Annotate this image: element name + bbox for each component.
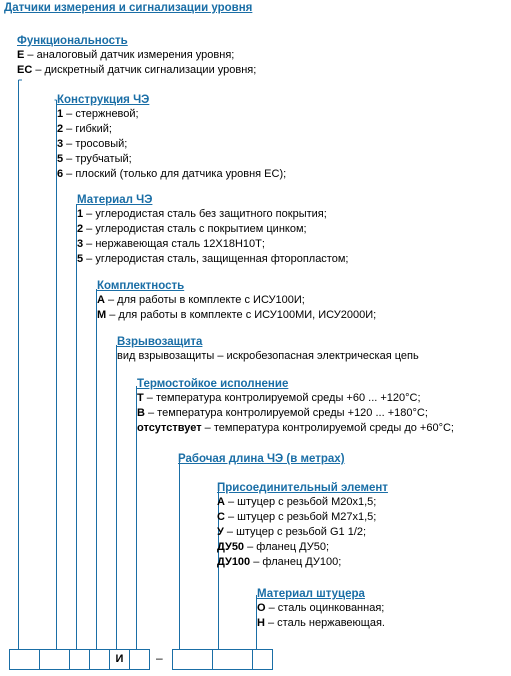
connector-2	[55, 100, 57, 650]
option-line: ЕС – дискретный датчик сигнализации уровня;	[17, 64, 257, 76]
code-box-material	[69, 649, 90, 670]
section-material	[77, 193, 348, 267]
option-line: 3 – тросовый;	[57, 138, 128, 150]
option-line: ДУ100 – фланец ДУ100;	[217, 556, 342, 568]
section-heading: Термостойкое исполнение	[137, 378, 289, 390]
section-heading: Присоединительный элемент	[217, 482, 388, 494]
section-construction	[57, 93, 286, 182]
page-title: Датчики измерения и сигнализации уровня	[4, 2, 253, 14]
section-heat-resistant	[137, 377, 454, 436]
option-line: 2 – гибкий;	[57, 123, 112, 135]
code-box-functionality	[9, 649, 40, 670]
option-line: В – температура контролируемой среды +120 ... +180°С;	[137, 407, 428, 419]
section-heading: Рабочая длина ЧЭ (в метрах)	[178, 453, 345, 465]
option-line: У – штуцер с резьбой G1 1/2;	[217, 526, 367, 538]
option-line: С – штуцер с резьбой М27х1,5;	[217, 511, 377, 523]
option-line: отсутствует – температура контролируемой среды до +60°С;	[137, 422, 454, 434]
section-heading: Функциональность	[17, 35, 128, 47]
option-line: 6 – плоский (только для датчика уровня ЕС);	[57, 168, 287, 180]
option-line: Т – температура контролируемой среды +60 ... +120°С;	[137, 392, 421, 404]
option-line: 1 – углеродистая сталь без защитного покрытия;	[77, 208, 327, 220]
option-line: 2 – углеродистая сталь с покрытием цинком;	[77, 223, 307, 235]
section-fitting-material	[257, 587, 385, 631]
code-box-construction	[39, 649, 70, 670]
code-box-length	[172, 649, 213, 670]
section-heading: Материал штуцера	[257, 588, 365, 600]
option-line: А – для работы в комплекте с ИСУ100И;	[97, 294, 305, 306]
code-box-completeness	[89, 649, 110, 670]
code-box-heat	[129, 649, 150, 670]
option-line: О – сталь оцинкованная;	[257, 602, 385, 614]
section-connection	[217, 481, 388, 570]
option-line: вид взрывозащиты – искробезопасная электрическая цепь	[117, 350, 419, 362]
section-heading: Конструкция ЧЭ	[57, 94, 150, 106]
option-line: ДУ50 – фланец ДУ50;	[217, 541, 330, 553]
code-box-explosion: И	[109, 649, 130, 670]
option-line: 1 – стержневой;	[57, 108, 139, 120]
code-box-fitting-material	[252, 649, 273, 670]
section-heading: Взрывозащита	[117, 336, 203, 348]
option-line: 5 – трубчатый;	[57, 153, 132, 165]
code-box-connection	[212, 649, 253, 670]
option-line: Е – аналоговый датчик измерения уровня;	[17, 49, 235, 61]
section-heading: Материал ЧЭ	[77, 194, 153, 206]
option-line: А – штуцер с резьбой М20х1,5;	[217, 496, 377, 508]
section-completeness	[97, 279, 376, 323]
option-line: 3 – нержавеющая сталь 12Х18Н10Т;	[77, 238, 265, 250]
option-line: 5 – углеродистая сталь, защищенная фторопластом;	[77, 253, 349, 265]
separator-dash: –	[156, 651, 163, 665]
section-working-length	[178, 452, 345, 466]
section-explosion-protection	[117, 335, 419, 364]
section-functionality	[17, 34, 256, 78]
section-heading: Комплектность	[97, 280, 185, 292]
option-line: Н – сталь нержавеющая.	[257, 617, 385, 629]
option-line: М – для работы в комплекте с ИСУ100МИ, ИСУ2000И;	[97, 309, 377, 321]
